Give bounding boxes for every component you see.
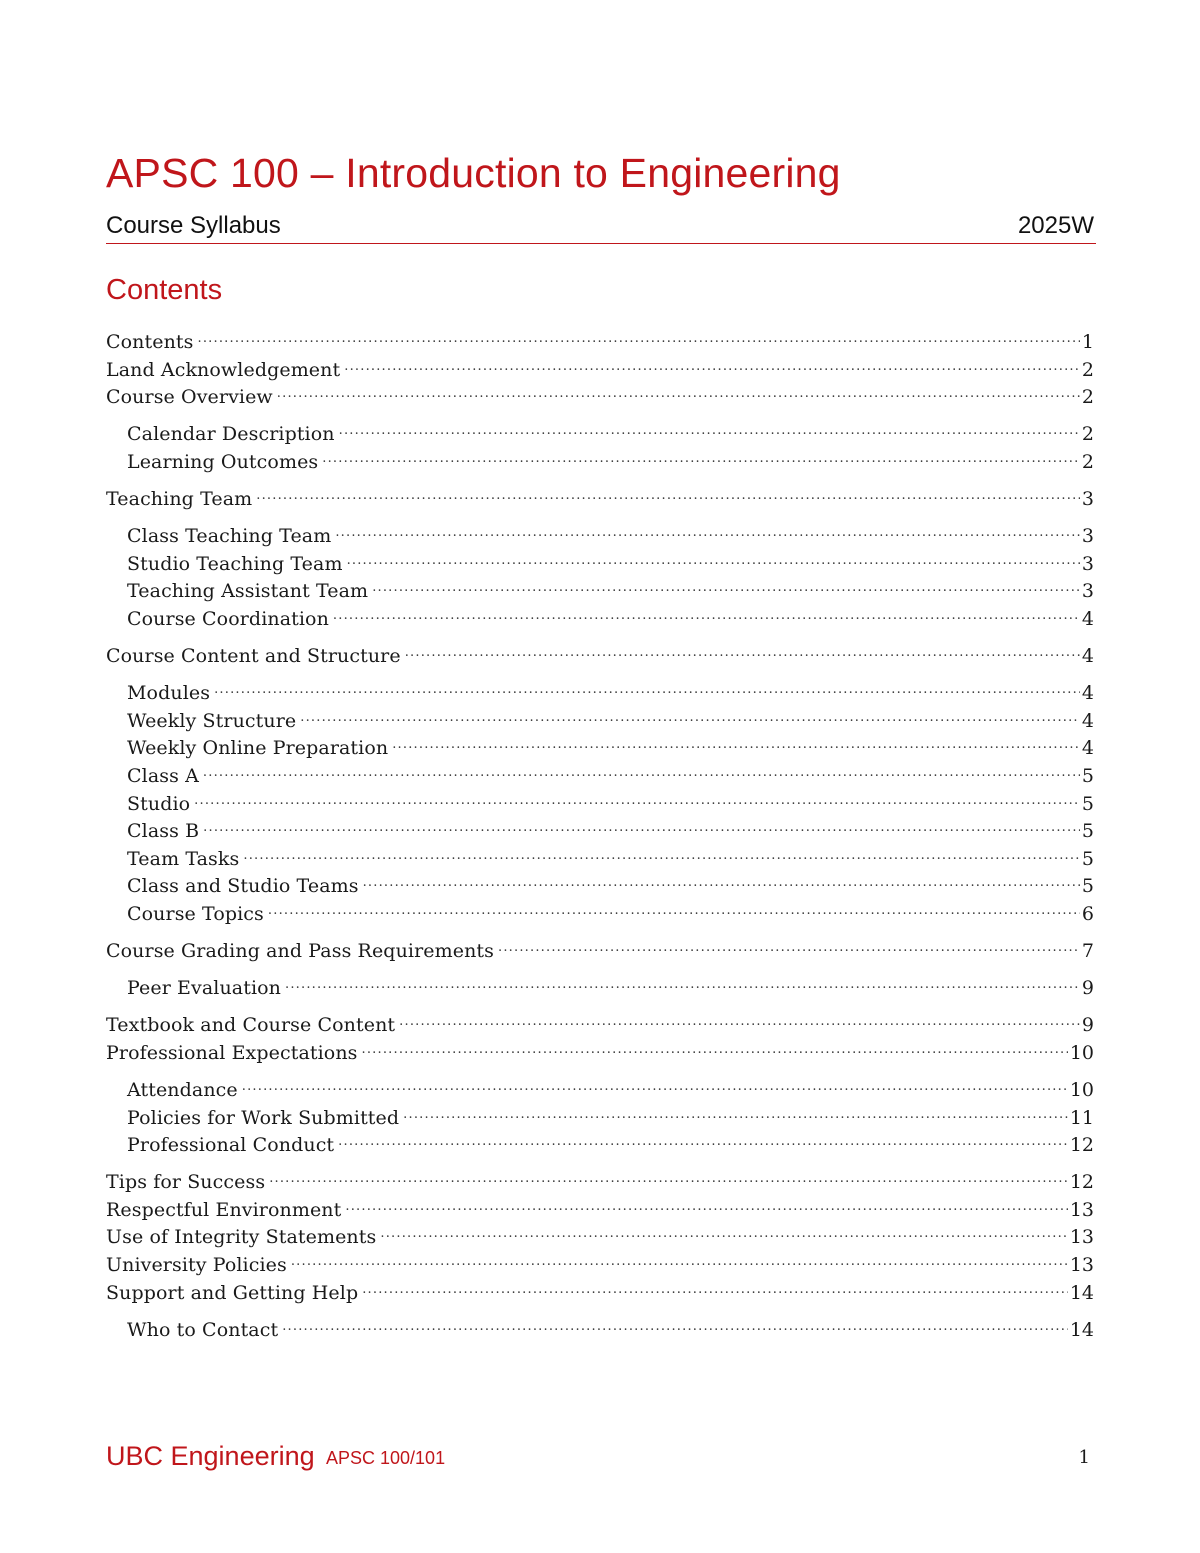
toc-entry[interactable] <box>106 1005 1094 1037</box>
toc-entry-page: 9 <box>1081 1014 1094 1037</box>
toc-entry[interactable] <box>127 414 1094 446</box>
toc-entry-label: Teaching Team <box>106 488 253 510</box>
toc-entry-page: 6 <box>1081 902 1094 925</box>
toc-entry-page: 12 <box>1069 1134 1094 1157</box>
toc-dot-leader <box>347 544 1080 570</box>
toc-entry[interactable] <box>127 866 1094 898</box>
toc-entry-page: 14 <box>1069 1281 1094 1304</box>
footer-course-code: APSC 100/101 <box>326 1448 446 1468</box>
toc-entry-label: Calendar Description <box>127 423 335 446</box>
toc-entry-page: 5 <box>1081 847 1094 870</box>
toc-entry-page: 13 <box>1069 1226 1094 1249</box>
toc-entry-label: Support and Getting Help <box>106 1281 359 1304</box>
toc-entry-label: Tips for Success <box>106 1171 266 1194</box>
toc-entry-page: 5 <box>1081 792 1094 815</box>
toc-dot-leader <box>399 1005 1080 1031</box>
toc-entry[interactable] <box>127 442 1094 473</box>
toc-entry-label: Professional Expectations <box>106 1041 358 1064</box>
toc-entry-label: Professional Conduct <box>127 1134 335 1157</box>
toc-dot-leader <box>339 414 1080 440</box>
toc-dot-leader <box>214 673 1080 699</box>
toc-entry[interactable] <box>127 571 1094 603</box>
toc-dot-leader <box>300 701 1080 727</box>
toc-entry[interactable] <box>127 811 1094 843</box>
toc-entry[interactable] <box>106 1217 1094 1249</box>
toc-entry[interactable] <box>106 931 1094 962</box>
toc-dot-leader <box>268 894 1080 920</box>
toc-entry-page: 2 <box>1081 423 1094 446</box>
toc-entry-label: Course Content and Structure <box>106 645 401 667</box>
toc-entry-page: 12 <box>1069 1171 1094 1194</box>
toc-dot-leader <box>380 1217 1067 1243</box>
toc-entry-label: Land Acknowledgement <box>106 358 341 381</box>
toc-dot-leader <box>256 479 1080 505</box>
toc-entry-page: 3 <box>1081 488 1094 510</box>
toc-entry[interactable] <box>127 701 1094 732</box>
toc-entry-label: Studio <box>127 792 191 815</box>
toc-entry[interactable] <box>127 728 1094 760</box>
toc-entry-label: University Policies <box>106 1254 287 1276</box>
toc-entry[interactable] <box>127 756 1094 787</box>
toc-entry-label: Teaching Assistant Team <box>127 580 369 603</box>
toc-dot-leader <box>362 1033 1068 1059</box>
document-title: APSC 100 – Introduction to Engineering <box>106 150 841 196</box>
toc-entry-label: Weekly Online Preparation <box>127 737 389 760</box>
toc-entry-label: Textbook and Course Content <box>106 1014 396 1037</box>
toc-entry-page: 7 <box>1081 940 1094 962</box>
toc-dot-leader <box>403 1098 1068 1124</box>
toc-dot-leader <box>242 1070 1068 1096</box>
toc-entry-label: Course Coordination <box>127 607 329 630</box>
toc-entry[interactable] <box>106 1245 1094 1276</box>
toc-entry[interactable] <box>106 350 1094 381</box>
toc-dot-leader <box>498 931 1080 957</box>
toc-entry[interactable] <box>106 377 1094 409</box>
toc-entry[interactable] <box>127 673 1094 705</box>
toc-dot-leader <box>269 1162 1068 1188</box>
toc-entry[interactable] <box>127 544 1094 575</box>
toc-entry-label: Class A <box>127 764 199 787</box>
toc-entry-page: 3 <box>1081 525 1094 548</box>
toc-entry-page: 4 <box>1081 709 1094 732</box>
toc-dot-leader <box>243 839 1080 865</box>
toc-entry[interactable] <box>127 1098 1094 1129</box>
toc-entry[interactable] <box>127 894 1094 925</box>
toc-entry-label: Who to Contact <box>127 1318 279 1341</box>
toc-entry-page: 4 <box>1081 607 1094 630</box>
toc-entry[interactable] <box>127 1310 1094 1341</box>
toc-dot-leader <box>405 636 1080 662</box>
toc-entry-label: Class and Studio Teams <box>127 875 359 898</box>
toc-entry-page: 14 <box>1069 1318 1094 1341</box>
toc-entry-page: 3 <box>1081 552 1094 575</box>
document-subtitle: Course Syllabus <box>106 212 281 239</box>
toc-entry-page: 4 <box>1081 645 1094 667</box>
toc-entry-label: Modules <box>127 682 211 705</box>
toc-dot-leader <box>203 756 1080 782</box>
toc-entry[interactable] <box>127 516 1094 548</box>
footer-brand: UBC Engineering <box>106 1441 315 1471</box>
toc-entry[interactable] <box>127 968 1094 1000</box>
toc-entry-page: 5 <box>1081 764 1094 787</box>
toc-entry-page: 10 <box>1069 1041 1094 1064</box>
toc-dot-leader <box>335 516 1080 542</box>
toc-entry-label: Policies for Work Submitted <box>127 1106 400 1129</box>
toc-entry[interactable] <box>106 1162 1094 1194</box>
toc-dot-leader <box>277 377 1080 403</box>
toc-entry-page: 10 <box>1069 1078 1094 1101</box>
toc-entry[interactable] <box>106 1033 1094 1064</box>
toc-dot-leader <box>392 728 1080 754</box>
toc-dot-leader <box>282 1310 1068 1336</box>
toc-dot-leader <box>198 322 1080 348</box>
toc-entry-page: 2 <box>1081 358 1094 381</box>
toc-dot-leader <box>194 784 1080 810</box>
toc-entry-label: Course Topics <box>127 902 264 925</box>
toc-entry[interactable] <box>106 636 1094 667</box>
toc-dot-leader <box>203 811 1080 837</box>
footer-page-number: 1 <box>1078 1447 1090 1468</box>
toc-entry[interactable] <box>106 1273 1094 1304</box>
document-term: 2025W <box>1017 212 1094 239</box>
toc-entry[interactable] <box>106 479 1094 510</box>
toc-dot-leader <box>363 866 1080 892</box>
toc-dot-leader <box>344 350 1080 376</box>
toc-dot-leader <box>338 1125 1068 1151</box>
toc-entry-label: Course Grading and Pass Requirements <box>106 940 494 962</box>
toc-dot-leader <box>362 1273 1068 1299</box>
toc-entry-label: Team Tasks <box>127 847 240 870</box>
toc-entry-page: 3 <box>1081 580 1094 603</box>
toc-entry-page: 4 <box>1081 682 1094 705</box>
toc-entry-label: Studio Teaching Team <box>127 552 343 575</box>
toc-entry-page: 11 <box>1069 1106 1094 1129</box>
toc-entry[interactable] <box>127 1125 1094 1157</box>
toc-entry[interactable] <box>106 322 1094 353</box>
toc-entry-page: 13 <box>1069 1254 1094 1276</box>
toc-entry-page: 5 <box>1081 820 1094 843</box>
toc-entry-page: 13 <box>1069 1198 1094 1221</box>
toc-entry-label: Attendance <box>127 1078 238 1101</box>
toc-dot-leader <box>345 1190 1067 1216</box>
contents-heading: Contents <box>106 274 223 306</box>
toc-entry[interactable] <box>127 784 1094 815</box>
toc-entry[interactable] <box>127 839 1094 870</box>
toc-dot-leader <box>372 571 1080 597</box>
toc-dot-leader <box>291 1245 1068 1271</box>
toc-entry-page: 4 <box>1081 737 1094 760</box>
table-of-contents <box>106 0 1094 1553</box>
toc-dot-leader <box>322 442 1080 468</box>
toc-entry-label: Respectful Environment <box>106 1198 342 1221</box>
toc-entry-page: 2 <box>1081 450 1094 473</box>
toc-entry-label: Peer Evaluation <box>127 977 282 1000</box>
toc-entry-label: Contents <box>106 331 194 353</box>
toc-entry-label: Class B <box>127 820 200 843</box>
toc-entry-label: Use of Integrity Statements <box>106 1226 377 1249</box>
toc-entry-label: Class Teaching Team <box>127 525 332 548</box>
toc-entry-label: Course Overview <box>106 386 273 409</box>
toc-entry-page: 5 <box>1081 875 1094 898</box>
toc-dot-leader <box>285 968 1080 994</box>
toc-entry[interactable] <box>127 599 1094 630</box>
toc-dot-leader <box>333 599 1080 625</box>
toc-entry-page: 9 <box>1081 977 1094 1000</box>
toc-entry[interactable] <box>127 1070 1094 1101</box>
toc-entry-label: Learning Outcomes <box>127 450 319 473</box>
toc-entry-page: 2 <box>1081 386 1094 409</box>
page-footer <box>106 1438 1094 1478</box>
toc-entry[interactable] <box>106 1190 1094 1221</box>
toc-entry-label: Weekly Structure <box>127 709 297 732</box>
toc-entry-page: 1 <box>1081 331 1094 353</box>
